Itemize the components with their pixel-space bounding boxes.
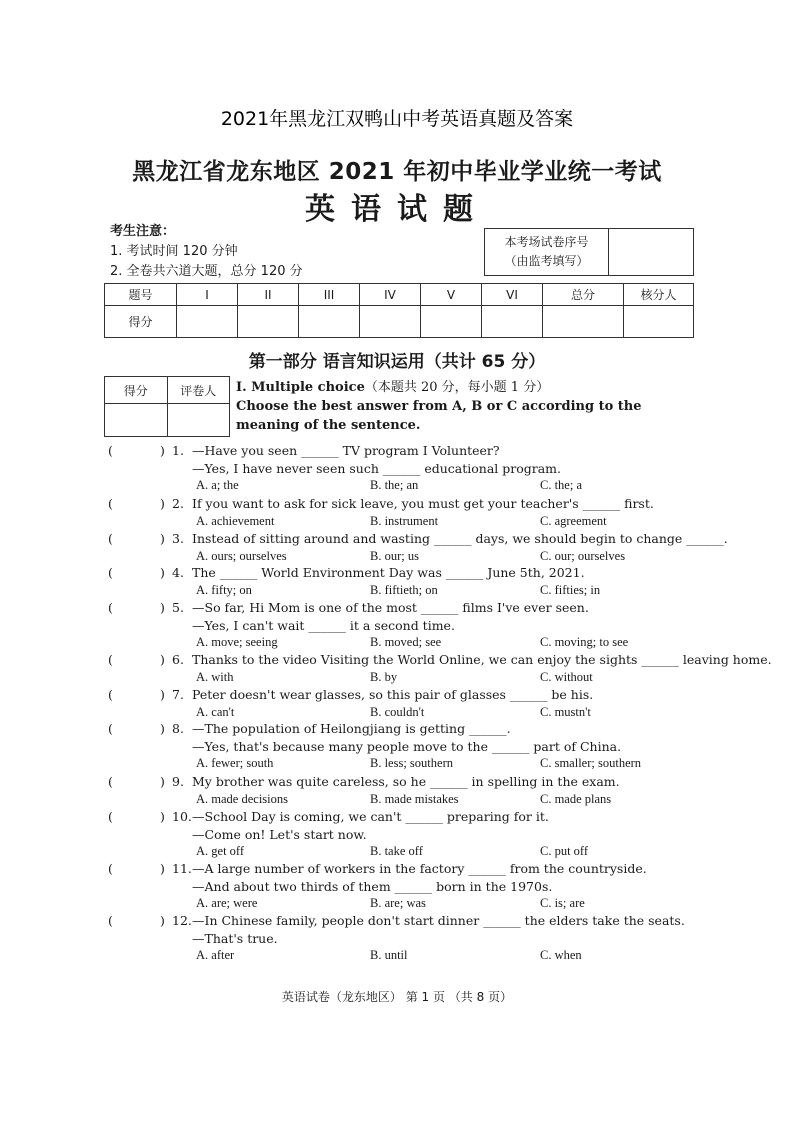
score-cell[interactable] — [624, 306, 694, 338]
notice-item: 1. 考试时间 120 分钟 — [110, 244, 238, 259]
option-row — [192, 548, 708, 566]
option-row — [192, 634, 708, 652]
grader-table — [104, 376, 230, 437]
option-row — [192, 791, 708, 809]
score-table-body-row — [105, 306, 694, 338]
answer-bracket-open: ( — [108, 687, 113, 702]
question-stem-reply: —Yes, I can't wait ______ it a second time. — [192, 617, 455, 633]
answer-bracket-open: ( — [108, 721, 113, 736]
question-number: 4. — [172, 565, 184, 580]
answer-bracket-close: ) — [160, 600, 165, 615]
option-a[interactable]: A. get off — [196, 844, 245, 858]
question-number: 12. — [172, 913, 192, 928]
question-stem: —So far, Hi Mom is one of the most ______ films I've ever seen. — [192, 600, 589, 615]
option-a[interactable]: A. ours; ourselves — [196, 548, 287, 563]
option-row — [192, 843, 708, 861]
answer-bracket-open: ( — [108, 496, 113, 511]
answer-bracket-open: ( — [108, 913, 113, 928]
score-cell[interactable] — [299, 306, 360, 338]
question-item — [108, 599, 708, 652]
option-row — [192, 477, 708, 495]
question-item — [108, 808, 708, 861]
grader-cell[interactable] — [105, 404, 168, 437]
question-number: 9. — [172, 774, 184, 789]
option-row — [192, 669, 708, 687]
question-number: 3. — [172, 531, 184, 546]
option-c[interactable]: C. put off — [540, 844, 589, 858]
score-table — [104, 283, 694, 338]
score-header-cell: V — [421, 284, 482, 306]
question-item — [108, 773, 708, 808]
option-a[interactable]: A. fifty; on — [196, 582, 252, 597]
question-stem: —Have you seen ______ TV program I Volunteer? — [192, 443, 500, 458]
option-a[interactable]: A. achievement — [196, 513, 275, 528]
option-c[interactable]: C. agreement — [540, 513, 607, 528]
option-a[interactable]: A. move; seeing — [196, 635, 278, 649]
question-stem: If you want to ask for sick leave, you must get your teacher's ______ first. — [192, 496, 654, 511]
score-header-cell: 核分人 — [624, 284, 694, 306]
score-cell[interactable] — [360, 306, 421, 338]
question-item — [108, 564, 708, 599]
subject-title: 英语试题 — [305, 192, 489, 227]
score-cell[interactable] — [543, 306, 624, 338]
answer-bracket-open: ( — [108, 861, 113, 876]
score-header-cell: I — [177, 284, 238, 306]
score-cell[interactable] — [238, 306, 299, 338]
answer-bracket-close: ) — [160, 774, 165, 789]
option-row — [192, 755, 708, 773]
question-number: 5. — [172, 600, 184, 615]
score-cell[interactable] — [421, 306, 482, 338]
option-row — [192, 513, 708, 531]
question-item — [108, 495, 708, 530]
question-stem-reply: —Yes, that's because many people move to the ______ part of China. — [192, 738, 622, 754]
answer-bracket-close: ) — [160, 531, 165, 546]
answer-bracket-close: ) — [160, 496, 165, 511]
part-heading: 第一部分 语言知识运用（共计 65 分） — [248, 352, 546, 372]
question-item — [108, 686, 708, 721]
option-c[interactable]: C. mustn't — [540, 704, 591, 719]
serial-label — [485, 229, 609, 275]
question-item — [108, 720, 708, 773]
question-number: 2. — [172, 496, 184, 511]
serial-label-line2: （由监考填写） — [504, 254, 589, 268]
score-table-header-row — [105, 284, 694, 306]
question-stem: —A large number of workers in the factory ______ from the countryside. — [192, 861, 647, 876]
notice-heading: 考生注意： — [110, 224, 176, 239]
option-a[interactable]: A. a; the — [196, 478, 239, 492]
option-b[interactable]: B. our; us — [370, 548, 419, 563]
document-title: 2021年黑龙江双鸭山中考英语真题及答案 — [220, 108, 574, 130]
score-header-cell: II — [238, 284, 299, 306]
answer-bracket-open: ( — [108, 443, 113, 458]
question-item — [108, 912, 708, 965]
option-c[interactable]: C. the; a — [540, 478, 583, 492]
candidate-notice — [110, 222, 303, 282]
question-item — [108, 442, 708, 495]
option-row — [192, 582, 708, 600]
option-b[interactable]: B. fiftieth; on — [370, 582, 438, 597]
question-stem: —In Chinese family, people don't start dinner ______ the elders take the seats. — [192, 913, 685, 928]
answer-bracket-open: ( — [108, 809, 113, 824]
serial-label-line1: 本考场试卷序号 — [504, 235, 589, 249]
option-c[interactable]: C. is; are — [540, 896, 585, 910]
option-b[interactable]: B. by — [370, 669, 398, 684]
grader-cell[interactable] — [167, 404, 230, 437]
score-header-cell: 题号 — [105, 284, 177, 306]
option-row — [192, 947, 708, 965]
question-item — [108, 651, 772, 686]
option-c[interactable]: C. our; ourselves — [540, 548, 626, 563]
option-b[interactable]: B. less; southern — [370, 756, 453, 770]
answer-bracket-close: ) — [160, 652, 165, 667]
option-a[interactable]: A. after — [196, 948, 235, 962]
option-row — [192, 704, 708, 722]
section-title — [236, 378, 706, 435]
option-b[interactable]: B. take off — [370, 844, 423, 858]
question-item — [108, 860, 708, 913]
answer-bracket-open: ( — [108, 774, 113, 789]
question-stem-reply: —Yes, I have never seen such ______ educational program. — [192, 460, 562, 476]
question-number: 6. — [172, 652, 184, 667]
score-cell[interactable] — [177, 306, 238, 338]
answer-bracket-open: ( — [108, 600, 113, 615]
answer-bracket-open: ( — [108, 652, 113, 667]
exam-serial-box — [484, 228, 694, 276]
option-b[interactable]: B. made mistakes — [370, 791, 459, 806]
notice-item: 2. 全卷共六道大题，总分 120 分 — [110, 264, 303, 279]
option-b[interactable]: B. moved; see — [370, 635, 442, 649]
answer-bracket-open: ( — [108, 565, 113, 580]
option-b[interactable]: B. instrument — [370, 513, 439, 528]
score-header-cell: VI — [482, 284, 543, 306]
option-c[interactable]: C. when — [540, 948, 582, 962]
question-number: 7. — [172, 687, 184, 702]
option-a[interactable]: A. fewer; south — [196, 756, 274, 770]
answer-bracket-close: ) — [160, 687, 165, 702]
grader-header-cell: 得分 — [105, 377, 168, 404]
question-stem: —School Day is coming, we can't ______ preparing for it. — [192, 809, 549, 824]
serial-number-field[interactable] — [609, 229, 693, 275]
page-footer: 英语试卷（龙东地区） 第 1 页 （共 8 页） — [281, 990, 513, 1004]
question-stem: Instead of sitting around and wasting ______ days, we should begin to change ______. — [192, 531, 728, 546]
option-a[interactable]: A. can't — [196, 704, 235, 719]
option-c[interactable]: C. fifties; in — [540, 582, 601, 597]
answer-bracket-close: ) — [160, 443, 165, 458]
score-cell[interactable] — [482, 306, 543, 338]
option-b[interactable]: B. until — [370, 948, 408, 962]
option-c[interactable]: C. moving; to see — [540, 635, 629, 649]
question-number: 8. — [172, 721, 184, 736]
question-stem-reply: —And about two thirds of them ______ born in the 1970s. — [192, 878, 553, 894]
question-stem: —The population of Heilongjiang is getting ______. — [192, 721, 511, 736]
option-a[interactable]: A. with — [196, 669, 234, 684]
answer-bracket-close: ) — [160, 565, 165, 580]
exam-title: 黑龙江省龙东地区 2021 年初中毕业学业统一考试 — [132, 159, 662, 185]
question-stem-reply: —Come on! Let's start now. — [192, 826, 367, 842]
score-row-label: 得分 — [105, 306, 177, 338]
score-header-cell: IV — [360, 284, 421, 306]
grader-table-header-row — [105, 377, 230, 404]
section-instruction: Choose the best answer from A, B or C according to the meaning of the sentence. — [236, 399, 642, 433]
question-stem: Peter doesn't wear glasses, so this pair of glasses ______ be his. — [192, 687, 594, 702]
option-a[interactable]: A. made decisions — [196, 791, 288, 806]
grader-table-body-row — [105, 404, 230, 437]
score-header-cell: 总分 — [543, 284, 624, 306]
option-a[interactable]: A. are; were — [196, 896, 258, 910]
option-row — [192, 895, 708, 913]
question-number: 1. — [172, 443, 184, 458]
section-name: I. Multiple choice — [236, 380, 365, 395]
answer-bracket-close: ) — [160, 809, 165, 824]
question-stem: Thanks to the video Visiting the World Online, we can enjoy the sights ______ leaving home. — [192, 652, 772, 667]
answer-bracket-close: ) — [160, 913, 165, 928]
question-stem-reply: —That's true. — [192, 930, 278, 946]
question-stem: The ______ World Environment Day was ______ June 5th, 2021. — [192, 565, 585, 580]
question-stem: My brother was quite careless, so he ______ in spelling in the exam. — [192, 774, 620, 789]
option-c[interactable]: C. without — [540, 669, 593, 684]
answer-bracket-close: ) — [160, 721, 165, 736]
grader-header-cell: 评卷人 — [167, 377, 230, 404]
option-b[interactable]: B. couldn't — [370, 704, 425, 719]
option-c[interactable]: C. made plans — [540, 791, 612, 806]
question-number: 10. — [172, 809, 192, 824]
option-c[interactable]: C. smaller; southern — [540, 756, 642, 770]
answer-bracket-close: ) — [160, 861, 165, 876]
section-note: （本题共 20 分，每小题 1 分） — [364, 380, 550, 395]
question-item — [108, 530, 728, 565]
question-number: 11. — [172, 861, 192, 876]
option-b[interactable]: B. the; an — [370, 478, 419, 492]
score-header-cell: III — [299, 284, 360, 306]
answer-bracket-open: ( — [108, 531, 113, 546]
option-b[interactable]: B. are; was — [370, 896, 426, 910]
